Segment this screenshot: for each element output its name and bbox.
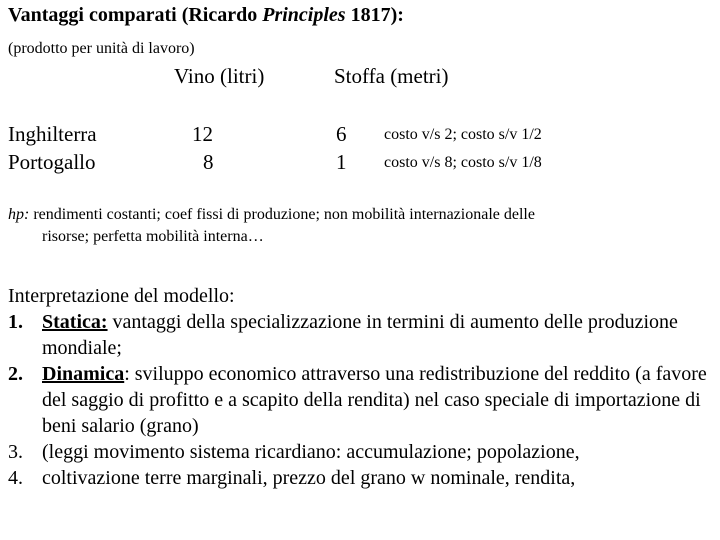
row-country-portugal: Portogallo xyxy=(8,150,96,174)
column-header-wine: Vino (litri) xyxy=(174,64,265,88)
list-number: 4. xyxy=(8,467,23,489)
hp-line-2: risorse; perfetta mobilità interna… xyxy=(42,228,264,245)
row-cloth-england: 6 xyxy=(336,122,347,146)
list-term: Statica: xyxy=(42,311,108,333)
list-item xyxy=(8,309,720,361)
list-number: 3. xyxy=(8,441,23,463)
title-prefix: Vantaggi comparati (Ricardo xyxy=(8,4,263,26)
hp-line-1: rendimenti costanti; coef fissi di produzione; non mobilità internazionale delle xyxy=(29,206,535,223)
list-text: (leggi movimento sistema ricardiano: accumulazione; popolazione, xyxy=(42,441,580,463)
title-italic: Principles xyxy=(262,4,346,26)
hypotheses xyxy=(8,204,713,248)
title-suffix: 1817): xyxy=(345,4,404,26)
interpretation-section xyxy=(8,283,720,491)
list-item xyxy=(8,465,720,491)
interpretation-heading: Interpretazione del modello: xyxy=(8,285,235,307)
row-wine-england: 12 xyxy=(192,122,213,146)
row-wine-portugal: 8 xyxy=(203,150,214,174)
page-title xyxy=(8,4,404,27)
list-number: 2. xyxy=(8,363,23,385)
list-item xyxy=(8,439,720,465)
row-note-england: costo v/s 2; costo s/v 1/2 xyxy=(384,126,542,143)
list-term: Dinamica xyxy=(42,363,125,385)
hp-label: hp: xyxy=(8,206,30,223)
row-note-portugal: costo v/s 8; costo s/v 1/8 xyxy=(384,154,542,171)
list-item xyxy=(8,361,720,439)
row-cloth-portugal: 1 xyxy=(336,150,347,174)
list-text: coltivazione terre marginali, prezzo del grano w nominale, rendita, xyxy=(42,467,576,489)
subtitle: (prodotto per unità di lavoro) xyxy=(8,40,195,57)
list-text: : sviluppo economico attraverso una redistribuzione del reddito (a favore del saggio di profitto e a scapito della rendita) nel caso speciale di importazione di beni salario (grano) xyxy=(42,363,707,437)
column-header-cloth: Stoffa (metri) xyxy=(334,64,449,88)
row-country-england: Inghilterra xyxy=(8,122,97,146)
list-number: 1. xyxy=(8,311,23,333)
list-text: vantaggi della specializzazione in termini di aumento delle produzione mondiale; xyxy=(42,311,678,359)
